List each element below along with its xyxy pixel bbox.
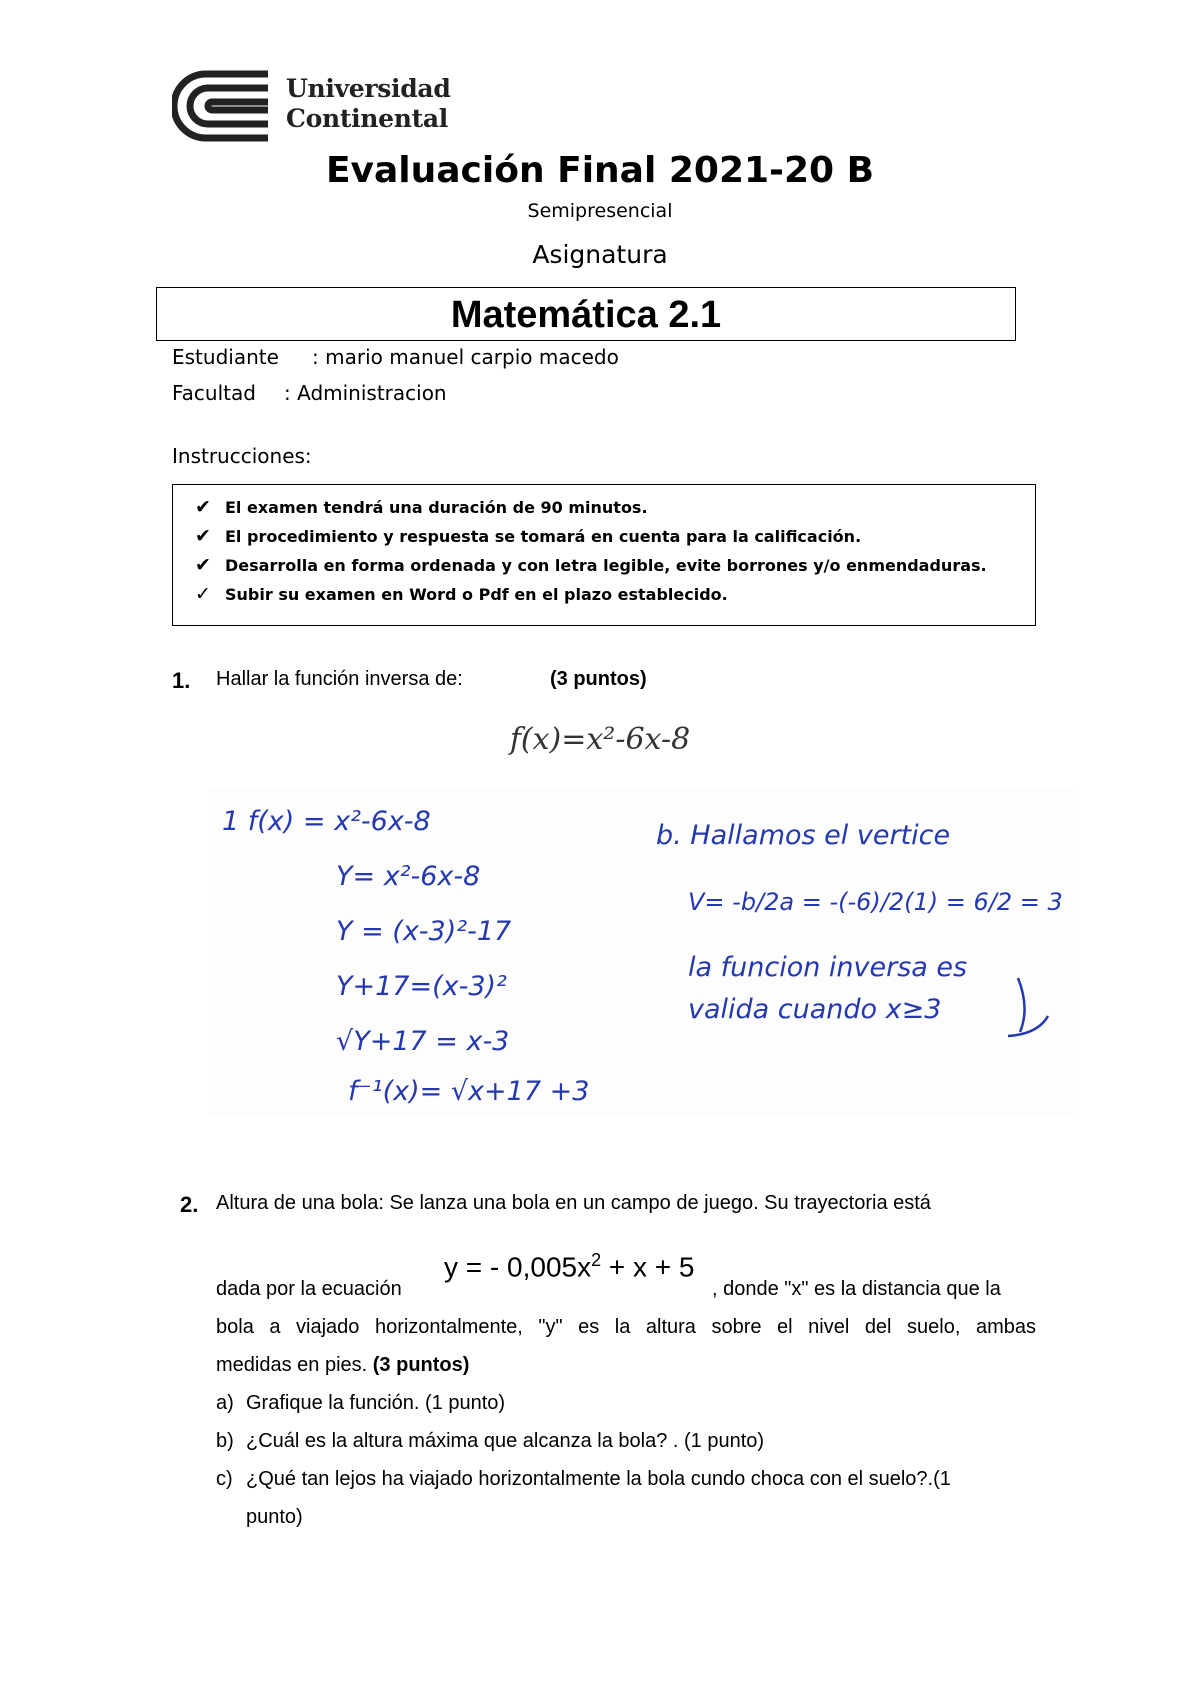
handwritten-line: √Y+17 = x-3	[336, 1026, 510, 1057]
check-icon: ✓	[195, 583, 211, 605]
faculty-sep: :	[284, 381, 291, 405]
student-sep: :	[312, 345, 319, 369]
exam-modality: Semipresencial	[527, 200, 673, 222]
faculty-label: Facultad	[172, 381, 256, 405]
question-2-line-1: Altura de una bola: Se lanza una bola en un campo de juego. Su trayectoria está	[216, 1192, 931, 1214]
university-logo-text	[286, 74, 451, 134]
question-2-equation: y = - $0,005x^2 + x + 5$	[444, 1250, 695, 1283]
check-icon: ✔	[195, 496, 211, 518]
faculty-row	[172, 381, 447, 405]
question-1-text: Hallar la función inversa de:	[216, 668, 463, 690]
instruction-item: ✓ Subir su examen en Word o Pdf en el plazo establecido.	[195, 580, 1035, 609]
subject-name: Matemática 2.1	[450, 294, 722, 336]
instructions-box	[172, 484, 1036, 626]
instructions-list	[173, 485, 1035, 609]
handwritten-line: valida cuando x≥3	[688, 994, 942, 1025]
subject-box	[156, 287, 1016, 341]
handwritten-line: Y+17=(x-3)²	[336, 971, 507, 1002]
check-icon: ✔	[195, 525, 211, 547]
subject-label: Asignatura	[532, 240, 668, 269]
question-1-formula: f(x)=x²-6x-8	[509, 722, 691, 757]
logo-line-1: Universidad	[286, 74, 451, 103]
question-2-item-c-continued: punto)	[246, 1506, 303, 1528]
handwritten-mark	[1008, 978, 1048, 1036]
university-logo-mark	[172, 70, 272, 142]
student-name: mario manuel carpio macedo	[325, 345, 619, 369]
handwritten-line: 1 f(x) = x²-6x-8	[222, 806, 431, 837]
question-2-points: (3 puntos)	[372, 1354, 470, 1376]
instruction-item: ✔ El procedimiento y respuesta se tomará en cuenta para la calificación.	[195, 522, 1035, 551]
handwritten-line: b. Hallamos el vertice	[656, 820, 951, 851]
question-2-number: 2.	[180, 1192, 199, 1217]
handwritten-line: V= -b/2a = -(-6)/2(1) = 6/2 = 3	[688, 888, 1063, 916]
question-2-item-b: b) ¿Cuál es la altura máxima que alcanza la bola? . (1 punto)	[216, 1430, 765, 1452]
exam-title: Evaluación Final 2021-20 B	[325, 150, 875, 191]
faculty-value: Administracion	[297, 381, 447, 405]
logo-line-2: Continental	[286, 104, 448, 133]
instruction-item: ✔ El examen tendrá una duración de 90 minutos.	[195, 493, 1035, 522]
question-2-line-4: medidas en pies. (3 puntos)	[216, 1354, 470, 1376]
handwritten-answer-image	[208, 788, 1074, 1116]
instruction-item: ✔ Desarrolla en forma ordenada y con letra legible, evite borrones y/o enmendaduras.	[195, 551, 1035, 580]
handwritten-line: Y = (x-3)²-17	[336, 916, 512, 947]
question-2-line-2: dada por la ecuación	[216, 1278, 402, 1300]
question-1-number: 1.	[172, 668, 191, 693]
handwritten-left-column	[222, 806, 589, 1107]
question-2-line-3: bola a viajado horizontalmente, "y" es la altura sobre el nivel del suelo, ambas	[216, 1316, 1036, 1338]
student-row	[172, 345, 619, 369]
question-2-item-c: c) ¿Qué tan lejos ha viajado horizontalmente la bola cundo choca con el suelo?.(1	[216, 1468, 951, 1490]
handwritten-right-column	[656, 820, 1063, 1025]
student-label: Estudiante	[172, 345, 279, 369]
question-1-points: (3 puntos)	[550, 668, 647, 690]
handwritten-line: Y= x²-6x-8	[336, 861, 481, 892]
question-2-item-a: a) Grafique la función. (1 punto)	[216, 1392, 506, 1414]
question-2-line-2-tail: , donde "x" es la distancia que la	[712, 1278, 1001, 1300]
handwritten-line: f⁻¹(x)= √x+17 +3	[348, 1076, 590, 1107]
instructions-title: Instrucciones:	[172, 444, 312, 468]
check-icon: ✔	[195, 554, 211, 576]
handwritten-line: la funcion inversa es	[688, 952, 968, 983]
